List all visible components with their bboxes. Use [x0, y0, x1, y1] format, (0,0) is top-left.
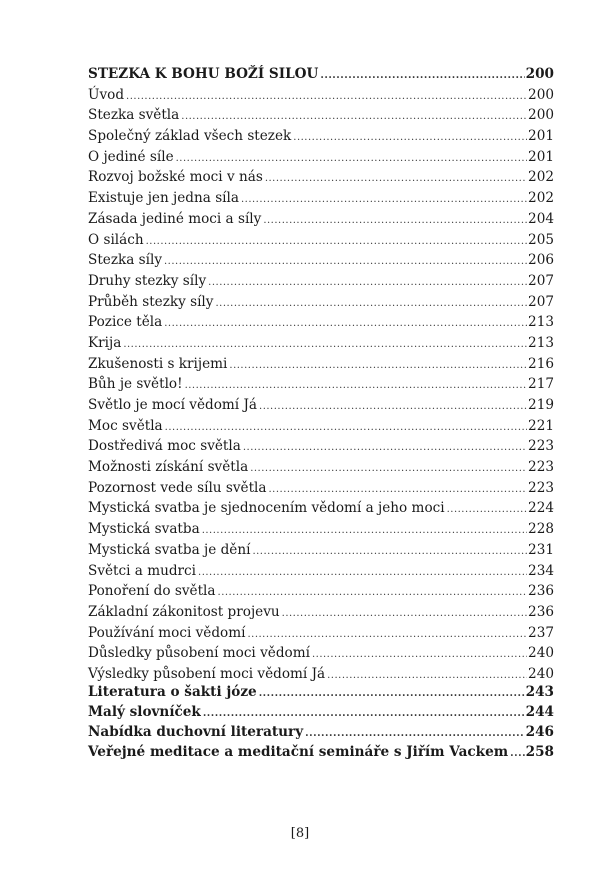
- toc-page: 246: [525, 724, 554, 740]
- dot-leader: [146, 232, 527, 253]
- toc-title: Úvod: [88, 86, 125, 103]
- dot-leader: [247, 625, 527, 646]
- toc-page: 204: [528, 210, 554, 227]
- toc-title: Rozvoj božské moci v nás: [88, 169, 263, 186]
- dot-leader: [293, 128, 527, 149]
- toc-entry: [88, 436, 554, 457]
- dot-leader: [185, 376, 527, 397]
- dot-leader: [510, 744, 524, 764]
- toc-title: Dostředivá moc světla: [88, 438, 241, 455]
- toc-entry: [88, 167, 554, 188]
- toc-title: Druhy stezky síly: [88, 272, 207, 289]
- toc-section-heading: [88, 64, 554, 85]
- toc-page: 223: [528, 438, 554, 455]
- toc-entry: [88, 702, 554, 722]
- dot-leader: [447, 500, 527, 521]
- toc-entry: [88, 540, 554, 561]
- toc-title: Bůh je světlo!: [88, 376, 183, 393]
- dot-leader: [259, 684, 525, 704]
- toc-page: 219: [528, 397, 554, 413]
- toc-title: Používání moci vědomí: [88, 624, 246, 641]
- toc-entry: [88, 395, 554, 416]
- dot-leader: [164, 314, 527, 335]
- dot-leader: [218, 583, 528, 604]
- dot-leader: [181, 107, 527, 128]
- page-number: [8]: [290, 826, 310, 841]
- toc-title: Společný základ všech stezek: [88, 128, 292, 145]
- toc-title: STEZKA K BOHU BOŽÍ SILOU: [88, 66, 319, 82]
- dot-leader: [229, 356, 527, 377]
- toc-entry: [88, 271, 554, 292]
- toc-title: Malý slovníček: [88, 704, 201, 720]
- toc-page: 221: [528, 417, 554, 434]
- toc-page: 202: [528, 190, 554, 207]
- toc-page: 217: [528, 376, 554, 393]
- toc-page: 234: [528, 562, 554, 579]
- toc-title: Nabídka duchovní literatury: [88, 724, 304, 740]
- toc-page: 223: [528, 479, 554, 496]
- dot-leader: [305, 724, 524, 744]
- toc-title: Mystická svatba je sjednocením vědomí a jeho moci: [88, 500, 445, 517]
- toc-entry: [88, 230, 554, 251]
- toc-page: 202: [528, 169, 554, 186]
- toc-page: 228: [528, 521, 554, 538]
- toc-title: Literatura o šakti józe: [88, 684, 257, 700]
- dot-leader: [203, 704, 525, 724]
- toc-page: 200: [528, 86, 554, 103]
- toc-page: 236: [528, 603, 554, 620]
- toc-page: 213: [528, 314, 554, 331]
- toc-title: Důsledky působení moci vědomí: [88, 645, 310, 662]
- toc-entry: [88, 416, 554, 437]
- dot-leader: [263, 211, 527, 232]
- toc-title: Možnosti získání světla: [88, 459, 249, 476]
- dot-leader: [312, 645, 527, 666]
- dot-leader: [259, 397, 527, 418]
- dot-leader: [320, 66, 524, 87]
- toc-title: O silách: [88, 231, 144, 248]
- toc-page: 240: [528, 665, 554, 682]
- dot-leader: [243, 438, 527, 459]
- dot-leader: [241, 190, 527, 211]
- toc-page: 231: [528, 541, 554, 558]
- toc-title: Výsledky působení moci vědomí Já: [88, 665, 326, 682]
- dot-leader: [208, 273, 527, 294]
- toc-entry: [88, 333, 554, 354]
- toc-page: 201: [528, 148, 554, 165]
- toc-entry: [88, 581, 554, 602]
- toc-entry: [88, 85, 554, 106]
- toc-title: Světci a mudrci: [88, 562, 197, 579]
- toc-entry: [88, 374, 554, 395]
- dot-leader: [164, 252, 527, 273]
- toc-entry: [88, 742, 554, 762]
- toc-page: 207: [528, 272, 554, 289]
- dot-leader: [282, 604, 527, 625]
- toc-entry: [88, 147, 554, 168]
- toc-page: 237: [528, 624, 554, 641]
- toc-entry: [88, 209, 554, 230]
- toc-page: 216: [528, 355, 554, 372]
- toc-title: Světlo je mocí vědomí Já: [88, 397, 258, 413]
- appendix-contents: [88, 682, 554, 762]
- toc-entry: [88, 561, 554, 582]
- toc-title: Mystická svatba je dění: [88, 541, 251, 558]
- toc-title: Ponoření do světla: [88, 583, 216, 600]
- toc-page: 240: [528, 645, 554, 662]
- dot-leader: [265, 169, 527, 190]
- toc-page: 236: [528, 583, 554, 600]
- toc-page: 205: [528, 231, 554, 248]
- dot-leader: [268, 480, 527, 501]
- toc-title: Průběh stezky síly: [88, 293, 214, 310]
- toc-entry: [88, 312, 554, 333]
- toc-title: Zásada jediné moci a síly: [88, 210, 262, 227]
- toc-title: Stezka síly: [88, 252, 162, 269]
- toc-entry: [88, 519, 554, 540]
- toc-entry: [88, 105, 554, 126]
- toc-entry: [88, 354, 554, 375]
- dot-leader: [198, 563, 527, 584]
- toc-entry: [88, 478, 554, 499]
- toc-entry: [88, 250, 554, 271]
- toc-entry: [88, 457, 554, 478]
- toc-entry: [88, 722, 554, 742]
- toc-entry: [88, 188, 554, 209]
- toc-entry: [88, 682, 554, 702]
- dot-leader: [202, 521, 527, 542]
- toc-title: Krija: [88, 334, 122, 351]
- toc-title: Stezka světla: [88, 107, 180, 124]
- toc-title: Pozice těla: [88, 314, 163, 331]
- toc-entry: [88, 643, 554, 664]
- toc-page: 243: [525, 684, 554, 700]
- table-of-contents: [88, 64, 554, 685]
- toc-entry: [88, 623, 554, 644]
- toc-title: Základní zákonitost projevu: [88, 603, 280, 620]
- toc-entry: [88, 602, 554, 623]
- toc-title: Mystická svatba: [88, 521, 200, 538]
- dot-leader: [123, 335, 527, 356]
- toc-entry: [88, 292, 554, 313]
- dot-leader: [252, 542, 527, 563]
- toc-page: 207: [528, 293, 554, 310]
- toc-page: 258: [525, 744, 554, 760]
- toc-entry: [88, 126, 554, 147]
- dot-leader: [250, 459, 527, 480]
- dot-leader: [215, 294, 527, 315]
- toc-page: 223: [528, 459, 554, 476]
- toc-title: Existuje jen jedna síla: [88, 190, 239, 207]
- toc-page: 200: [525, 66, 554, 82]
- toc-title: Zkušenosti s krijemi: [88, 355, 228, 372]
- toc-page: 213: [528, 334, 554, 351]
- toc-page: 206: [528, 252, 554, 269]
- dot-leader: [176, 149, 527, 170]
- toc-title: O jediné síle: [88, 148, 174, 165]
- toc-page: 224: [528, 500, 554, 517]
- toc-title: Veřejné meditace a meditační semináře s Jiřím Vackem: [88, 744, 509, 760]
- toc-page: 201: [528, 128, 554, 145]
- toc-page: 244: [525, 704, 554, 720]
- toc-title: Moc světla: [88, 417, 163, 434]
- toc-page: 200: [528, 107, 554, 124]
- toc-entry: [88, 498, 554, 519]
- dot-leader: [165, 418, 527, 439]
- dot-leader: [126, 87, 527, 108]
- toc-title: Pozornost vede sílu světla: [88, 479, 267, 496]
